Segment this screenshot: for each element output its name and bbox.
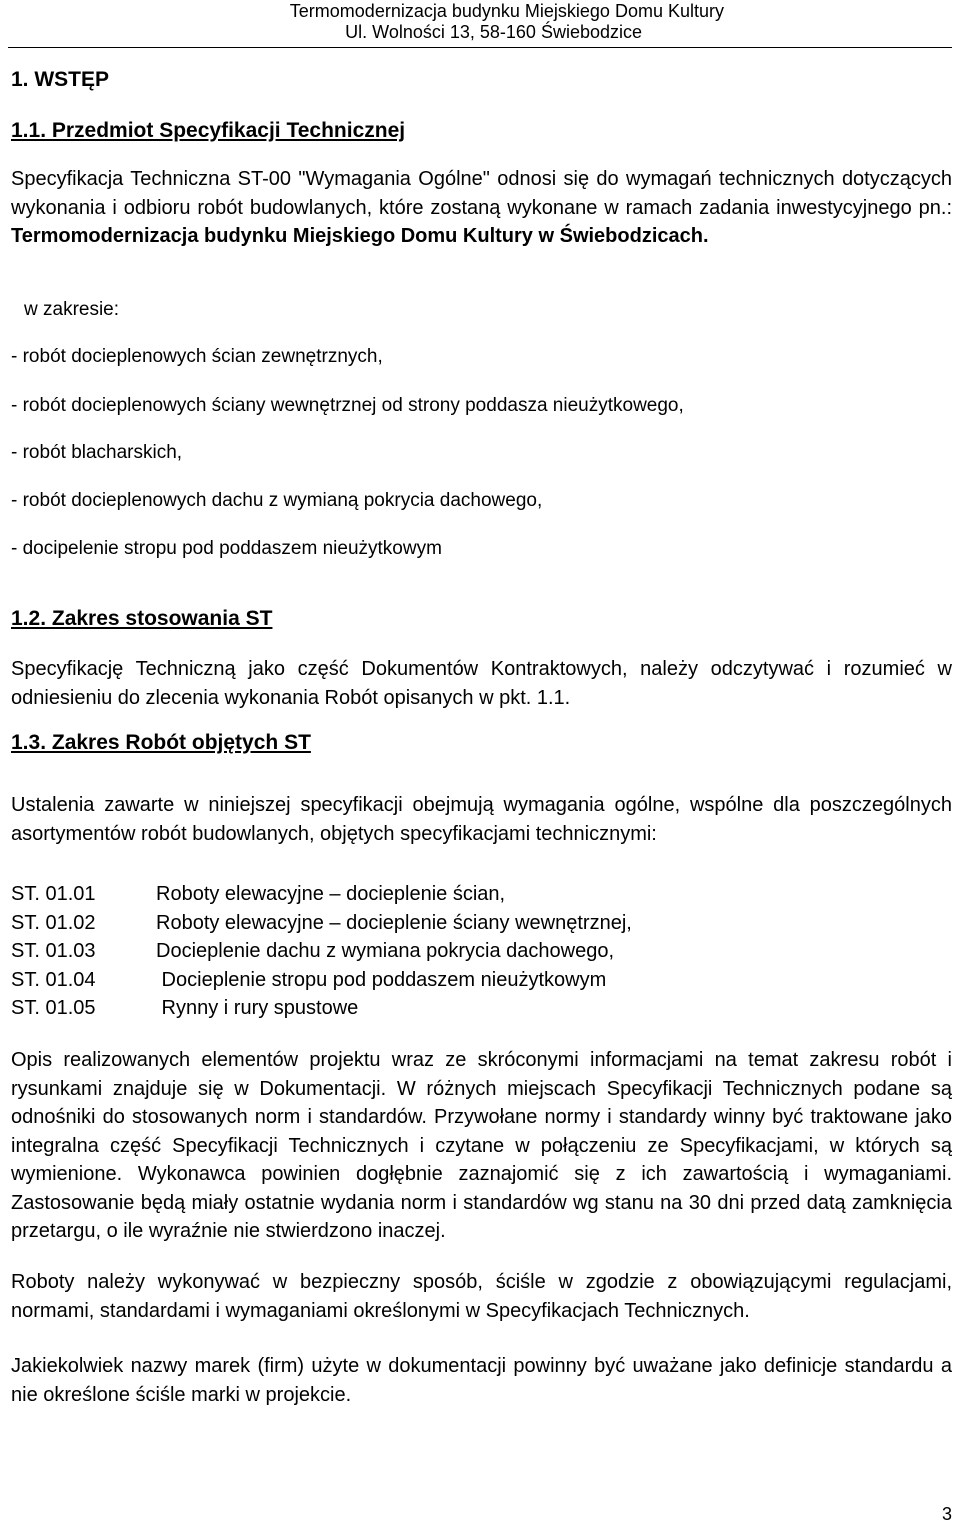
scope-item-1: - robót docieplenowych ścian zewnętrznych, — [11, 346, 383, 367]
st-list-item — [11, 994, 952, 1023]
header-address: Ul. Wolności 13, 58-160 Świebodzice — [345, 22, 642, 42]
paragraph-nazwy-marek: Jakiekolwiek nazwy marek (firm) użyte w dokumentacji powinny być uważane jako definicje standardu a nie określone ściśle marki w projekcie. — [11, 1355, 952, 1406]
st-desc: Roboty elewacyjne – docieplenie ścian, — [156, 883, 506, 905]
intro-project-name: Termomodernizacja budynku Miejskiego Domu Kultury w Świebodzicach. — [11, 225, 709, 247]
st-desc: Roboty elewacyjne – docieplenie ściany wewnętrznej, — [156, 911, 632, 934]
header-title: Termomodernizacja budynku Miejskiego Domu Kultury — [289, 1, 724, 21]
st-list — [11, 880, 952, 1023]
paragraph-opis: Opis realizowanych elementów projektu wraz ze skróconymi informacjami na temat zakresu robót i rysunkami znajduje się w Dokumentacji. W różnych miejscach Specyfikacji Technicznych podane są odnośniki do stosowanych norm i standardów. Przywołane normy i standardy winny być traktowane jako integralna część Specyfikacji Technicznych i czytane w połączeniu ze Specyfikacjami, w których są wymienione. Wykonawca powinien dogłębnie zaznajomić się z ich zawartością i wymaganiami. Zastosowanie będą miały ostatnie wydania norm i standardów wg stanu na 30 dni przed datą zamknięcia przetargu, o ile wyraźnie nie stwierdzono inaczej. — [11, 1049, 952, 1242]
st-list-item — [11, 909, 952, 938]
st-desc: Docieplenie dachu z wymiana pokrycia dachowego, — [156, 940, 615, 962]
heading-wstep: 1. WSTĘP — [11, 68, 110, 91]
st-code: ST. 01.03 — [11, 940, 96, 962]
st-list-item — [11, 966, 952, 995]
scope-item-2: - robót docieplenowych ściany wewnętrznej od strony poddasza nieużytkowego, — [11, 395, 684, 416]
scope-item-4: - robót docieplenowych dachu z wymianą pokrycia dachowego, — [11, 490, 543, 511]
heading-1-2: 1.2. Zakres stosowania ST — [11, 607, 273, 630]
scope-item-3: - robót blacharskich, — [11, 442, 183, 463]
scope-item-5: - docipelenie stropu pod poddaszem nieużytkowym — [11, 538, 442, 559]
paragraph-1-3: Ustalenia zawarte w niniejszej specyfikacji obejmują wymagania ogólne, wspólne dla poszczególnych asortymentów robót budowlanych, objętych specyfikacjami technicznymi: — [11, 794, 952, 845]
st-code: ST. 01.05 — [11, 997, 96, 1019]
paragraph-1-2: Specyfikację Techniczną jako część Dokumentów Kontraktowych, należy odczytywać i rozumieć w odniesieniu do zlecenia wykonania Robót opisanych w pkt. 1.1. — [11, 658, 952, 709]
st-code: ST. 01.02 — [11, 911, 96, 934]
heading-1-3: 1.3. Zakres Robót objętych ST — [11, 731, 311, 754]
st-desc: Rynny i rury spustowe — [156, 997, 359, 1019]
paragraph-roboty: Roboty należy wykonywać w bezpieczny sposób, ściśle w zgodzie z obowiązującymi regulacjami, normami, standardami i wymaganiami określonymi w Specyfikacjach Technicznych. — [11, 1271, 952, 1322]
scope-intro: w zakresie: — [24, 299, 120, 320]
page-number: 3 — [941, 1504, 952, 1524]
paragraph-intro — [11, 165, 952, 251]
page-header — [8, 0, 952, 48]
st-list-item — [11, 937, 952, 966]
st-code: ST. 01.04 — [11, 968, 96, 991]
st-desc: Docieplenie stropu pod poddaszem nieużytkowym — [156, 968, 607, 991]
st-code: ST. 01.01 — [11, 883, 96, 905]
st-list-item — [11, 880, 952, 909]
intro-text: Specyfikacja Techniczna ST-00 "Wymagania Ogólne" odnosi się do wymagań technicznych dotyczących wykonania i odbioru robót budowlanych, które zostaną wykonane w ramach zadania inwestycyjnego pn.: — [11, 168, 952, 219]
heading-1-1: 1.1. Przedmiot Specyfikacji Technicznej — [11, 119, 406, 142]
